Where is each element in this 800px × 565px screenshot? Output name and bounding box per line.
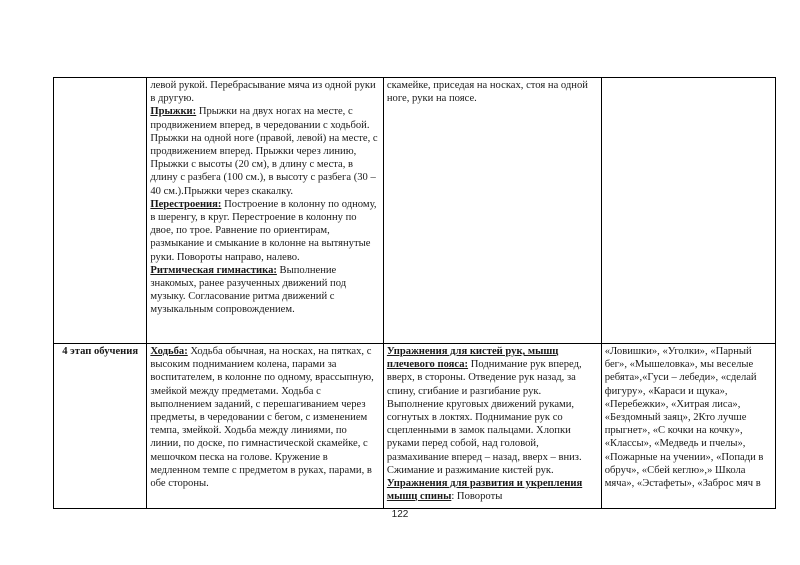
- stage-cell: 4 этап обучения: [54, 344, 147, 509]
- section-text: Ходьба обычная, на носках, на пятках, с высоким подниманием колена, парами за воспитателем, в колонне по одному, врассыпную, змейкой между предметами. Ходьба с выполнением заданий, с перешагиванием через предметы, в чередовании с бегом, с изменением темпа, змейкой. Ходьба между линиями, по линии, по доске, по гимнастической скамейке, с мешочком песка на голове. Кружение в медленном темпе с предметом в руках, парами, в обе стороны.: [150, 346, 374, 490]
- section-text: Прыжки на двух ногах на месте, с продвижением вперед, в чередовании с ходьбой. Прыжки на одной ноге (правой, левой) на месте, с продвижением вперед. Прыжки через линию, Прыжки с высоты (20 см), в длину с места, в длину с разбега (100 см.), в высоту с разбега (30 – 40 см.).Прыжки через скакалку.: [150, 106, 378, 197]
- cell-text: левой рукой. Перебрасывание мяча из одной руки в другую.: [150, 80, 376, 105]
- exercises-cell: скамейке, приседая на носках, стоя на одной ноге, руки на поясе.: [383, 78, 601, 344]
- jumps-paragraph: [150, 105, 380, 197]
- walking-paragraph: [150, 345, 380, 490]
- page-number: 122: [391, 509, 409, 520]
- section-text: Построение в колонну по одному, в шеренгу, в круг. Перестроение в колонну по двое, по трое. Равнение по ориентирам, размыкание и смыкание в колонне на вытянутые руки. Повороты направо, налево.: [150, 198, 377, 263]
- games-cell: «Ловишки», «Уголки», «Парный бег», «Мышеловка», мы веселые ребята»,«Гуси – лебеди», «сделай фигуру», «Караси и щука», «Перебежки», «Хитрая лиса», «Бездомный заяц», 2Кто лучше прыгнет», «С кочки на кочку», «Классы», «Медведь и пчелы», «Пожарные на учении», «Попади в обруч», «Сбей кеглю»,» Школа мяча», «Эстафеты», «Заброс мяч в: [601, 344, 775, 509]
- back-paragraph: [387, 477, 598, 503]
- section-text: : Повороты: [451, 491, 503, 503]
- section-heading: Упражнения для развития и укрепления мышц спины: [386, 478, 583, 503]
- table-row: [54, 78, 776, 344]
- movements-cell: [147, 78, 384, 344]
- movements-cell: [147, 344, 384, 509]
- rhythmic-paragraph: [150, 264, 380, 317]
- section-text: Поднимание рук вперед, вверх, в стороны. Отведение рук назад, за спину, сгибание и разгибание рук. Выполнение круговых движений руками, согнутых в локтях. Поднимание рук со сцепленными в замок пальцами. Хлопки руками перед собой, над головой, размахивание вперед – назад, вверх – вниз. Сжимание и разжимание кистей рук.: [386, 359, 582, 476]
- exercises-cell: [383, 344, 601, 509]
- section-text: Выполнение знакомых, ранее разученных движений под музыку. Согласование ритма движений с музыкальным сопровождением.: [150, 264, 347, 316]
- program-table: [53, 77, 776, 509]
- arms-paragraph: [387, 345, 598, 477]
- section-heading: Ритмическая гимнастика:: [150, 264, 277, 276]
- formations-paragraph: [150, 198, 380, 264]
- table-row: [54, 344, 776, 509]
- section-heading: Прыжки:: [150, 106, 197, 118]
- section-heading: Перестроения:: [150, 198, 222, 210]
- games-cell: [601, 78, 775, 344]
- section-heading: Ходьба:: [150, 346, 188, 357]
- stage-cell: [54, 78, 147, 344]
- section-heading: Упражнения для кистей рук, мышц плечевого пояса:: [386, 346, 559, 371]
